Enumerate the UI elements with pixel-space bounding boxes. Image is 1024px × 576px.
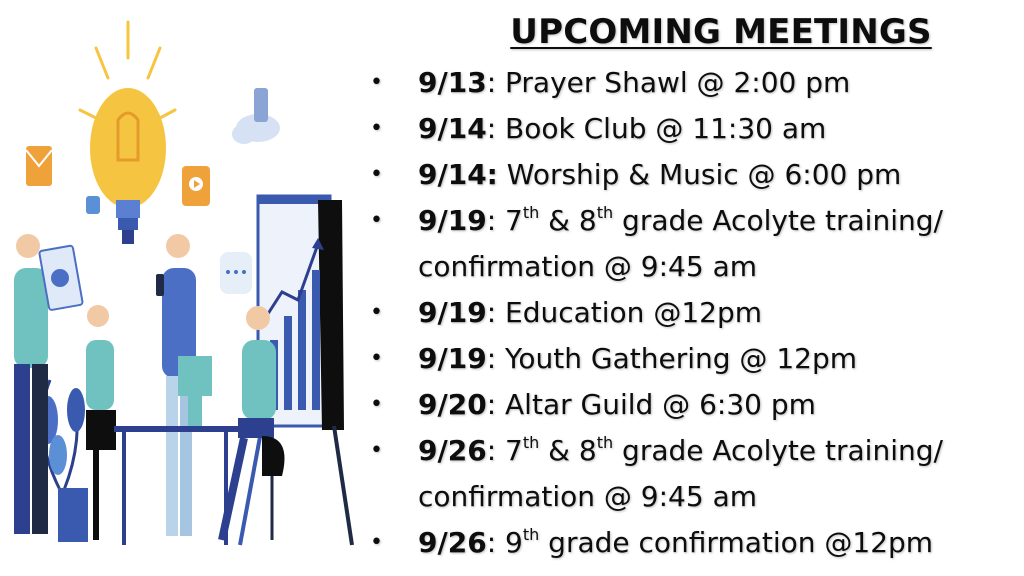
chat-bubble-icon — [220, 252, 252, 294]
meeting-date: 9/14 — [418, 112, 487, 145]
bullet-icon: • — [370, 162, 383, 187]
meeting-date: 9/14: — [418, 158, 498, 191]
bullet-icon: • — [370, 438, 383, 463]
team-meeting-illustration — [0, 0, 365, 576]
meeting-description-continued: confirmation @ 9:45 am — [418, 480, 758, 513]
bullet-icon: • — [370, 530, 383, 555]
meeting-date: 9/20 — [418, 388, 487, 421]
bullet-icon: • — [370, 346, 383, 371]
list-item: • 9/19: Youth Gathering @ 12pm — [360, 336, 1020, 382]
like-icon — [86, 196, 100, 214]
person-sitting-woman — [86, 305, 116, 540]
list-item: • 9/26: 7th & 8th grade Acolyte training/ confirmation @ 9:45 am — [360, 428, 1020, 520]
meeting-description: Altar Guild @ 6:30 pm — [496, 388, 816, 421]
lightbulb-icon — [90, 88, 166, 244]
meeting-date: 9/26 — [418, 434, 487, 467]
bullet-icon: • — [370, 70, 383, 95]
bullet-icon: • — [370, 392, 383, 417]
play-icon — [182, 166, 210, 206]
meeting-date: 9/26 — [418, 526, 487, 559]
envelope-icon — [26, 146, 52, 186]
list-item: • 9/13: Prayer Shawl @ 2:00 pm — [360, 60, 1020, 106]
meeting-description: Education @12pm — [496, 296, 763, 329]
list-item: • 9/26: 9th grade confirmation @12pm — [360, 520, 1020, 566]
meeting-date: 9/19 — [418, 204, 487, 237]
meeting-description: Youth Gathering @ 12pm — [496, 342, 858, 375]
bullet-icon: • — [370, 300, 383, 325]
meetings-panel — [360, 6, 1020, 572]
list-item — [360, 152, 1020, 198]
meeting-description: Book Club @ 11:30 am — [496, 112, 827, 145]
meeting-description-continued: confirmation @ 9:45 am — [418, 250, 758, 283]
page-title: UPCOMING MEETINGS — [510, 12, 932, 52]
bullet-icon: • — [370, 208, 383, 233]
list-item: • 9/20: Altar Guild @ 6:30 pm — [360, 382, 1020, 428]
meeting-list — [360, 60, 1020, 566]
bullet-icon: • — [370, 116, 383, 141]
cloud-icon — [232, 88, 280, 144]
meeting-description: Prayer Shawl @ 2:00 pm — [496, 66, 851, 99]
list-item: • 9/19: 7th & 8th grade Acolyte training/ confirmation @ 9:45 am — [360, 198, 1020, 290]
meeting-date: 9/19 — [418, 342, 487, 375]
meeting-date: 9/19 — [418, 296, 487, 329]
list-item: • 9/19: Education @12pm — [360, 290, 1020, 336]
meeting-description: Worship & Music @ 6:00 pm — [497, 158, 902, 191]
list-item: • 9/14: Book Club @ 11:30 am — [360, 106, 1020, 152]
meeting-date: 9/13 — [418, 66, 487, 99]
